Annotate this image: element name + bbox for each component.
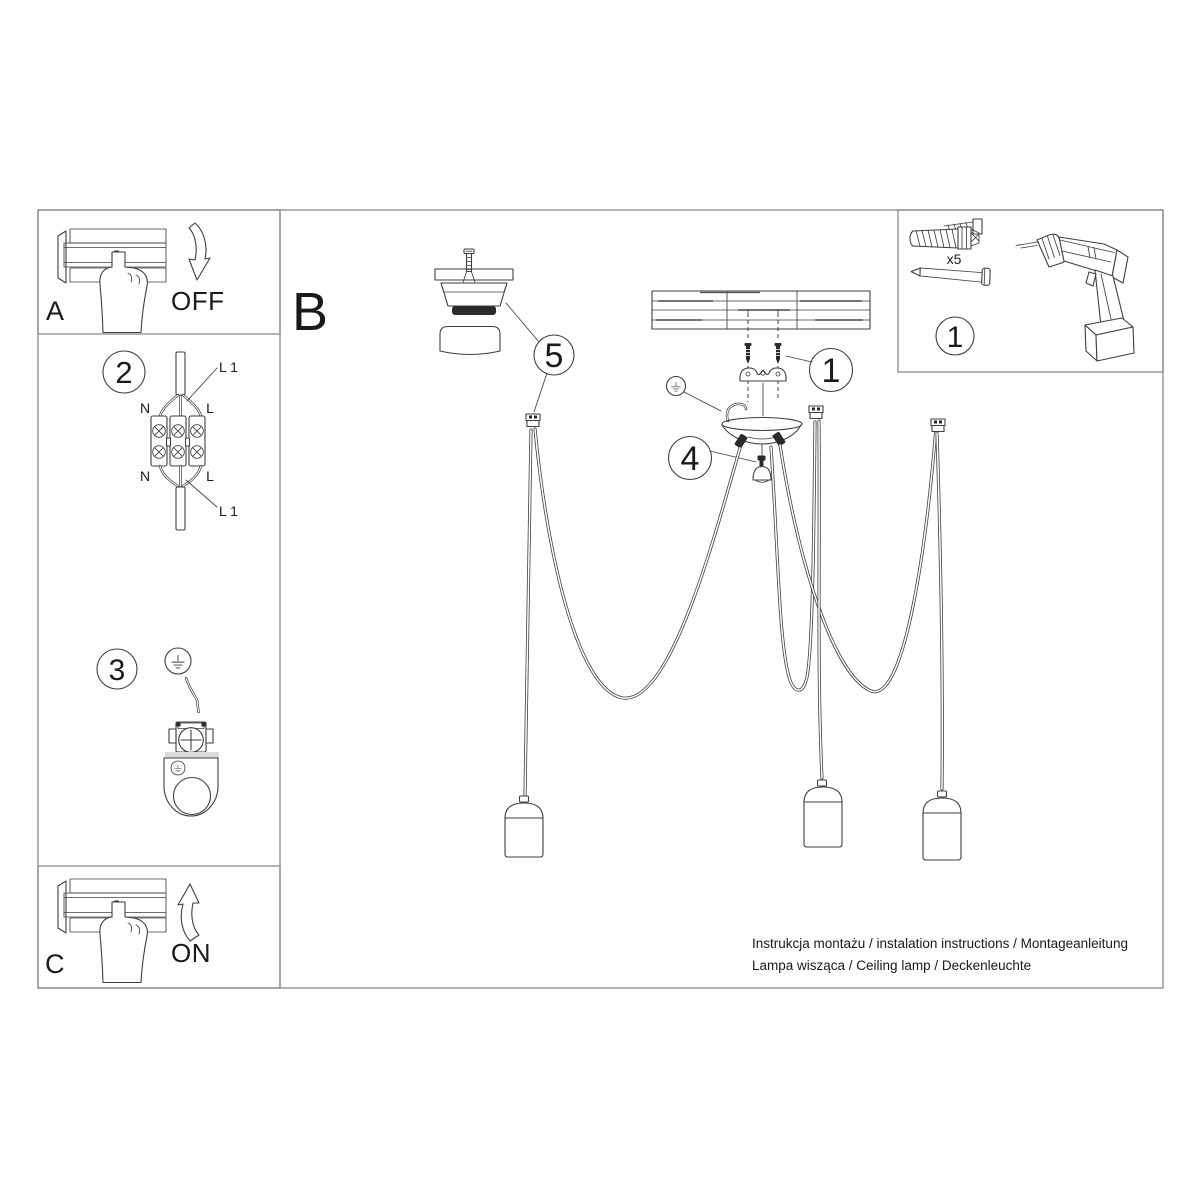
mount-screw-icon [775,343,782,364]
sheet-frame [38,210,1163,988]
breaker-panel-icon [58,879,166,983]
section-b-label: B [292,282,329,342]
panel-a [46,223,225,333]
canopy-icon [722,418,802,431]
breaker-panel-icon [58,229,166,333]
wire-label-l-bottom: L [206,468,214,484]
cable-gland-icon [734,433,748,448]
screw-icon [911,266,991,286]
panel-a-label: A [46,296,65,326]
panel-c-box [38,866,280,988]
cable-sheath-bottom [176,487,185,530]
bracket-shadow [165,752,219,758]
footer-line-1: Instrukcja montażu / instalation instructions / Montageanleitung [752,936,1128,951]
arrow-up-icon [178,884,199,941]
footer-line-2: Lampa wisząca / Ceiling lamp / Deckenleuchte [752,958,1032,973]
panel-c [45,879,211,983]
arrow-down-icon [189,223,210,280]
hook-cap-icon [440,327,500,355]
step-3-earth [97,648,219,816]
ceiling-plank-icon [652,291,870,329]
step-2-wiring [103,351,238,530]
lamp-socket-icon [804,780,842,847]
wire-label-l1-top: L 1 [219,359,238,375]
step-3-number: 3 [108,654,126,687]
ceiling-hook-icon [931,419,945,432]
step-5-hook-detail [435,249,574,412]
step-1-number-tools: 1 [946,321,964,354]
terminal-block-icon [151,416,205,466]
drill-icon [1016,234,1134,361]
anchor-qty-label: x5 [946,251,962,267]
step-4-number: 4 [680,440,700,478]
mounting-strap-icon [740,368,786,381]
ceiling-hook-icon [809,406,823,419]
hook-cone-icon [441,283,507,315]
step-2-number: 2 [115,355,133,390]
panel-a-action-label: OFF [171,286,225,316]
lamp-socket-icon [923,791,961,860]
wire-label-n-top: N [139,400,151,416]
wire-label-l-top: L [206,400,214,416]
footer [752,936,1128,973]
grub-screw-icon [758,456,766,461]
pendant-cables [525,421,942,795]
cable-sheath-top [176,352,185,395]
wire-label-n-bottom: N [139,468,151,484]
tools-panel [910,219,1134,361]
step-1-number: 1 [821,352,841,390]
step-5-number: 5 [544,337,564,375]
wall-plug-icon [910,227,979,249]
lamp-socket-icon [505,796,543,857]
panel-c-action-label: ON [171,938,211,968]
dome-nut-icon [753,467,771,481]
canopy-assembly [667,377,803,449]
panel-c-label: C [45,949,65,979]
earth-terminal-icon [169,722,213,752]
wire-label-l1-bottom: L 1 [219,503,238,519]
ceiling-bracket-icon [164,758,218,816]
mount-screw-icon [745,343,752,364]
ceiling-hook-icon [526,414,540,427]
